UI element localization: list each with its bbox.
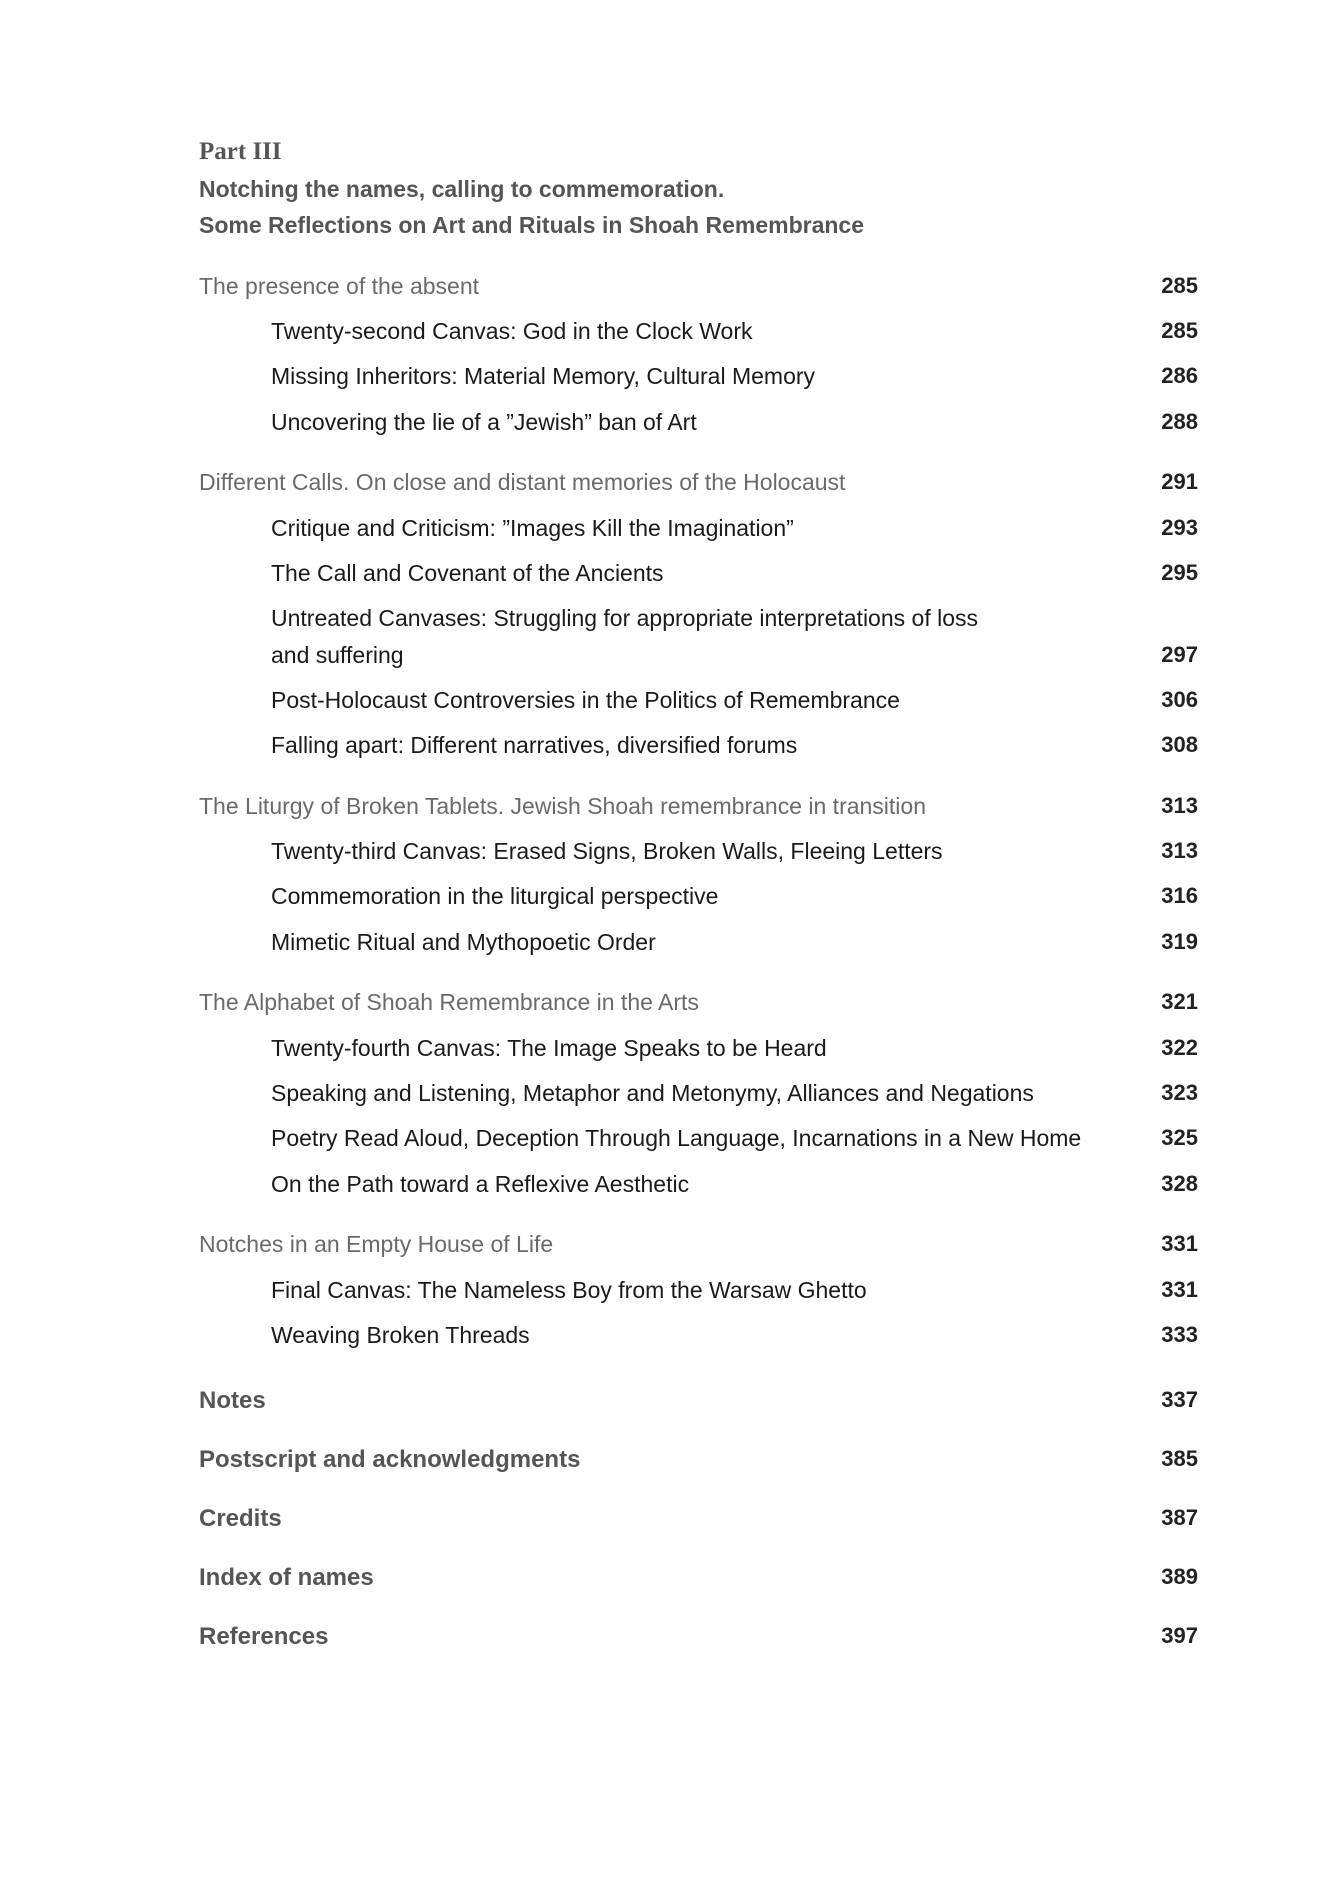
backmatter-title: References xyxy=(199,1623,329,1650)
page-number: 313 xyxy=(1161,838,1198,863)
page-number: 293 xyxy=(1161,515,1198,540)
chapter-title: The presence of the absent xyxy=(199,273,480,299)
page-number: 389 xyxy=(1161,1564,1198,1589)
backmatter-title: Index of names xyxy=(199,1564,374,1591)
page-number: 297 xyxy=(1161,642,1198,667)
toc-section-entry[interactable] xyxy=(0,515,1339,555)
toc-section-entry[interactable] xyxy=(0,687,1339,727)
page-number: 387 xyxy=(1161,1505,1198,1530)
toc-chapter-entry[interactable] xyxy=(0,273,1339,313)
section-title: Untreated Canvases: Struggling for appropriate interpretations of loss xyxy=(271,605,979,631)
page-number: 322 xyxy=(1161,1035,1198,1060)
toc-section-entry[interactable] xyxy=(0,1035,1339,1075)
toc-section-entry[interactable] xyxy=(0,838,1339,878)
page-number: 316 xyxy=(1161,883,1198,908)
toc-section-entry-continued[interactable] xyxy=(0,642,1339,682)
page-number: 321 xyxy=(1161,989,1198,1014)
chapter-title: The Liturgy of Broken Tablets. Jewish Shoah remembrance in transition xyxy=(199,793,927,819)
section-title: Weaving Broken Threads xyxy=(271,1322,530,1348)
section-title: Missing Inheritors: Material Memory, Cultural Memory xyxy=(271,363,816,389)
backmatter-title: Credits xyxy=(199,1505,282,1532)
toc-chapter-entry[interactable] xyxy=(0,469,1339,509)
section-title: Twenty-third Canvas: Erased Signs, Broken Walls, Fleeing Letters xyxy=(271,838,943,864)
backmatter-title: Notes xyxy=(199,1387,266,1414)
page-number: 295 xyxy=(1161,560,1198,585)
toc-section-entry[interactable] xyxy=(0,1322,1339,1362)
toc-section-entry[interactable] xyxy=(0,409,1339,449)
backmatter-title: Postscript and acknowledgments xyxy=(199,1446,581,1473)
toc-section-entry[interactable] xyxy=(0,732,1339,772)
section-title: Critique and Criticism: ”Images Kill the Imagination” xyxy=(271,515,794,541)
page-number: 285 xyxy=(1161,273,1198,298)
section-title: Commemoration in the liturgical perspective xyxy=(271,883,719,909)
section-title: Falling apart: Different narratives, diversified forums xyxy=(271,732,798,758)
section-title-continued: and suffering xyxy=(271,642,404,668)
toc-section-entry[interactable] xyxy=(0,318,1339,358)
page-number: 308 xyxy=(1161,732,1198,757)
section-title: The Call and Covenant of the Ancients xyxy=(271,560,664,586)
toc-section-entry[interactable] xyxy=(0,1125,1339,1165)
chapter-title: The Alphabet of Shoah Remembrance in the Arts xyxy=(199,989,699,1015)
toc-chapter-entry[interactable] xyxy=(0,1231,1339,1271)
section-title: Twenty-second Canvas: God in the Clock Work xyxy=(271,318,753,344)
page-number: 333 xyxy=(1161,1322,1198,1347)
toc-backmatter-entry[interactable] xyxy=(0,1446,1339,1486)
page-number: 285 xyxy=(1161,318,1198,343)
toc-chapter-entry[interactable] xyxy=(0,989,1339,1029)
toc-section-entry[interactable] xyxy=(0,363,1339,403)
chapter-title: Notches in an Empty House of Life xyxy=(199,1231,554,1257)
toc-section-entry[interactable] xyxy=(0,1171,1339,1211)
page-number: 325 xyxy=(1161,1125,1198,1150)
page-number: 331 xyxy=(1161,1277,1198,1302)
toc-section-entry[interactable] xyxy=(0,605,1339,645)
page-number: 397 xyxy=(1161,1623,1198,1648)
section-title: Uncovering the lie of a ”Jewish” ban of Art xyxy=(271,409,697,435)
part-title-line-2: Some Reflections on Art and Rituals in Shoah Remembrance xyxy=(199,212,865,238)
page-number: 328 xyxy=(1161,1171,1198,1196)
section-title: Poetry Read Aloud, Deception Through Language, Incarnations in a New Home xyxy=(271,1125,1082,1151)
toc-section-entry[interactable] xyxy=(0,560,1339,600)
toc-section-entry[interactable] xyxy=(0,1080,1339,1120)
page-number: 313 xyxy=(1161,793,1198,818)
toc-chapter-entry[interactable] xyxy=(0,793,1339,833)
toc-backmatter-entry[interactable] xyxy=(0,1387,1339,1427)
page-number: 385 xyxy=(1161,1446,1198,1471)
section-title: Post-Holocaust Controversies in the Politics of Remembrance xyxy=(271,687,900,713)
toc-backmatter-entry[interactable] xyxy=(0,1564,1339,1604)
section-title: Twenty-fourth Canvas: The Image Speaks to be Heard xyxy=(271,1035,827,1061)
section-title: Final Canvas: The Nameless Boy from the Warsaw Ghetto xyxy=(271,1277,867,1303)
page-number: 323 xyxy=(1161,1080,1198,1105)
toc-section-entry[interactable] xyxy=(0,929,1339,969)
page-number: 337 xyxy=(1161,1387,1198,1412)
page-number: 331 xyxy=(1161,1231,1198,1256)
section-title: Mimetic Ritual and Mythopoetic Order xyxy=(271,929,656,955)
page-number: 319 xyxy=(1161,929,1198,954)
page-number: 291 xyxy=(1161,469,1198,494)
page-number: 286 xyxy=(1161,363,1198,388)
toc-section-entry[interactable] xyxy=(0,1277,1339,1317)
chapter-title: Different Calls. On close and distant memories of the Holocaust xyxy=(199,469,846,495)
toc-backmatter-entry[interactable] xyxy=(0,1505,1339,1545)
part-label: Part III xyxy=(199,138,282,165)
page-number: 288 xyxy=(1161,409,1198,434)
part-title-line-1: Notching the names, calling to commemoration. xyxy=(199,176,725,202)
toc-section-entry[interactable] xyxy=(0,883,1339,923)
page-number: 306 xyxy=(1161,687,1198,712)
toc-backmatter-entry[interactable] xyxy=(0,1623,1339,1663)
section-title: Speaking and Listening, Metaphor and Metonymy, Alliances and Negations xyxy=(271,1080,1034,1106)
section-title: On the Path toward a Reflexive Aesthetic xyxy=(271,1171,690,1197)
